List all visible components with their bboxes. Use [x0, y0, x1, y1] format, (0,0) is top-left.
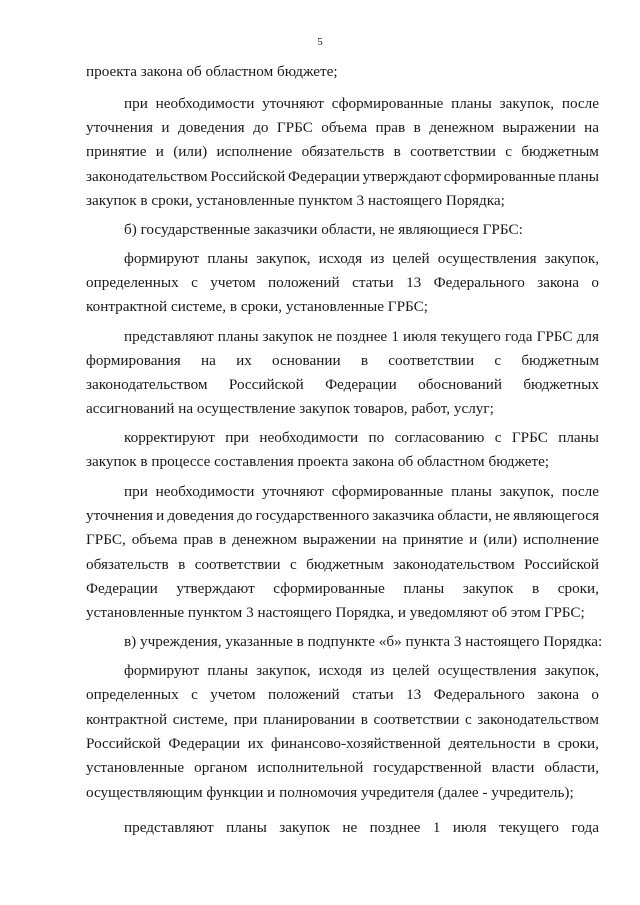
text-line: [86, 531, 599, 549]
word: денежном: [232, 531, 297, 548]
word: положений: [267, 274, 340, 291]
word: не: [317, 328, 333, 345]
word: и: [469, 531, 478, 548]
word: и: [155, 143, 164, 160]
word: планы: [207, 662, 249, 679]
word: при: [233, 711, 258, 728]
word: 1: [391, 328, 399, 345]
word: июля: [403, 328, 437, 345]
word: планы: [217, 328, 259, 345]
word: в: [218, 531, 227, 548]
word: органом: [194, 759, 248, 776]
word: прав: [375, 119, 406, 136]
word: ГРБС: [276, 119, 313, 136]
word: сроки,: [557, 735, 599, 752]
word: системе,: [172, 711, 228, 728]
word: закупок,: [256, 250, 311, 267]
text-line: [86, 352, 599, 370]
word: целей: [392, 250, 430, 267]
word: корректируют: [124, 429, 215, 446]
text-line: [86, 580, 599, 598]
word: сформированные: [331, 95, 444, 112]
text-line: [124, 819, 599, 837]
word: государственной: [373, 759, 482, 776]
word: законодательством: [477, 711, 599, 728]
word: после: [561, 483, 599, 500]
word: соответствии: [388, 352, 475, 369]
word: власти: [491, 759, 535, 776]
word: (или): [173, 143, 208, 160]
word: в: [532, 580, 540, 597]
word: законодательством: [393, 556, 515, 573]
word: при: [124, 483, 148, 500]
text-line: установленные пунктом 3 настоящего Порядка, и уведомляют об этом ГРБС;: [86, 604, 585, 621]
word: ГРБС: [536, 328, 573, 345]
word: текущего: [499, 819, 560, 836]
word: бюджетным: [521, 143, 599, 160]
word: уточняют: [262, 483, 324, 500]
word: до: [237, 507, 253, 524]
word: законодательством: [86, 168, 208, 185]
word: осуществления: [437, 250, 537, 267]
word: с: [494, 352, 502, 369]
word: финансово-хозяйственной: [271, 735, 441, 752]
word: в: [413, 119, 421, 136]
word: после: [561, 95, 599, 112]
word: доведения: [167, 507, 235, 524]
page-number: 5: [317, 36, 323, 48]
word: обязательств: [86, 556, 169, 573]
text-line: ассигнований на осуществление закупок товаров, работ, услуг;: [86, 400, 494, 417]
word: сформированные: [273, 580, 385, 597]
word: бюджетным: [521, 352, 599, 369]
word: контрактной: [86, 711, 168, 728]
word: текущего: [440, 328, 501, 345]
word: в: [360, 352, 368, 369]
word: необходимости: [155, 95, 255, 112]
text-line: [86, 143, 599, 161]
word: Федерации: [288, 168, 360, 185]
word: сроки,: [557, 580, 599, 597]
word: сформированные: [331, 483, 444, 500]
text-line: [86, 556, 599, 574]
word: представляют: [124, 819, 214, 836]
word: статьи: [352, 686, 394, 703]
word: исходя: [318, 662, 363, 679]
word: для: [576, 328, 599, 345]
word: их: [247, 735, 264, 752]
word: установленные: [86, 759, 185, 776]
word: области,: [437, 507, 492, 524]
word: на: [381, 531, 397, 548]
word: на: [584, 119, 599, 136]
word: закона: [537, 686, 580, 703]
word: согласованию: [394, 429, 485, 446]
word: закупок,: [499, 483, 555, 500]
text-line: [86, 735, 599, 753]
word: в: [360, 711, 368, 728]
word: выражении: [302, 531, 377, 548]
word: Российской: [228, 376, 304, 393]
word: не: [495, 507, 510, 524]
word: с: [465, 711, 472, 728]
word: ГРБС: [511, 429, 548, 446]
word: исполнение: [216, 143, 293, 160]
word: Федерального: [433, 274, 525, 291]
word: закупок,: [499, 95, 555, 112]
word: Российской: [524, 556, 599, 573]
word: объема: [131, 531, 178, 548]
word: осуществления: [437, 662, 537, 679]
text-line: [124, 95, 599, 113]
word: определенных: [86, 274, 179, 291]
word: соответствии: [410, 143, 496, 160]
word: и: [161, 119, 170, 136]
word: в: [393, 143, 401, 160]
word: принятие: [402, 531, 464, 548]
text-line: [124, 662, 599, 680]
text-line: в) учреждения, указанные в подпункте «б» пункта 3 настоящего Порядка:: [124, 633, 603, 650]
word: уточнения: [86, 119, 153, 136]
word: необходимости: [155, 483, 255, 500]
word: с: [494, 429, 502, 446]
word: бюджетным: [306, 556, 384, 573]
word: Российской: [86, 735, 161, 752]
word: на: [200, 352, 216, 369]
word: Федерального: [433, 686, 525, 703]
text-line: контрактной системе, в сроки, установленные ГРБС;: [86, 298, 428, 315]
word: о: [591, 274, 599, 291]
word: закупок: [462, 580, 514, 597]
word: и: [156, 507, 165, 524]
word: деятельности: [448, 735, 536, 752]
word: года: [571, 819, 599, 836]
word: закупок: [279, 819, 330, 836]
word: уточняют: [262, 95, 324, 112]
word: сформированные: [443, 168, 556, 185]
word: позднее: [369, 819, 421, 836]
word: планы: [403, 580, 445, 597]
word: Федерации: [325, 376, 397, 393]
word: обоснований: [418, 376, 502, 393]
text-line: [86, 686, 599, 704]
word: формируют: [124, 662, 200, 679]
word: положений: [267, 686, 340, 703]
word: планы: [558, 429, 599, 446]
word: закупок,: [256, 662, 311, 679]
word: целей: [392, 662, 430, 679]
word: с: [505, 143, 512, 160]
word: исполнительной: [257, 759, 364, 776]
word: являющегося: [513, 507, 599, 524]
word: из: [370, 250, 385, 267]
word: закупок,: [544, 250, 599, 267]
text-line: [86, 119, 599, 137]
text-line: [86, 274, 599, 292]
word: выражении: [502, 119, 576, 136]
word: доведения: [178, 119, 245, 136]
word: планировании: [263, 711, 356, 728]
word: года: [504, 328, 533, 345]
word: формируют: [124, 250, 200, 267]
word: в: [178, 556, 186, 573]
text-line: [86, 376, 599, 394]
word: при: [124, 95, 148, 112]
word: соответствии: [194, 556, 281, 573]
word: в: [543, 735, 551, 752]
text-line: закупок в сроки, установленные пунктом 3 настоящего Порядка;: [86, 192, 505, 209]
word: с: [191, 274, 198, 291]
word: по: [368, 429, 385, 446]
word: планы: [451, 483, 492, 500]
word: 13: [406, 274, 422, 291]
word: закупок,: [544, 662, 599, 679]
text-line: [124, 250, 599, 268]
text-line: [124, 328, 599, 346]
text-line: [86, 711, 599, 729]
word: их: [236, 352, 252, 369]
word: заказчика: [372, 507, 435, 524]
word: при: [225, 429, 250, 446]
word: представляют: [124, 328, 214, 345]
word: законодательством: [86, 376, 208, 393]
word: закона: [537, 274, 580, 291]
word: июля: [452, 819, 487, 836]
text-line: [86, 168, 599, 186]
word: ГРБС,: [86, 531, 126, 548]
word: закупок: [262, 328, 314, 345]
word: 13: [406, 686, 422, 703]
word: Федерации: [86, 580, 158, 597]
text-line: [86, 507, 599, 525]
text-line: [124, 429, 599, 447]
word: утверждают: [362, 168, 441, 185]
word: необходимости: [259, 429, 359, 446]
word: государственного: [255, 507, 370, 524]
word: основании: [272, 352, 341, 369]
word: статьи: [352, 274, 394, 291]
word: не: [342, 819, 358, 836]
word: формирования: [86, 352, 181, 369]
word: (или): [483, 531, 518, 548]
text-line: [86, 759, 599, 777]
word: планы: [207, 250, 249, 267]
word: планы: [451, 95, 492, 112]
word: соответствии: [373, 711, 460, 728]
word: утверждают: [176, 580, 255, 597]
word: из: [370, 662, 385, 679]
text-line: осуществляющим функции и полномочия учредителя (далее - учредитель);: [86, 784, 574, 801]
word: Российской: [210, 168, 286, 185]
word: с: [191, 686, 198, 703]
word: с: [289, 556, 297, 573]
word: денежном: [429, 119, 495, 136]
word: области,: [544, 759, 599, 776]
word: учетом: [210, 274, 256, 291]
word: учетом: [210, 686, 256, 703]
text-line: проекта закона об областном бюджете;: [86, 63, 338, 80]
text-line: [124, 483, 599, 501]
word: объема: [321, 119, 368, 136]
word: обязательств: [301, 143, 385, 160]
text-line: закупок в процессе составления проекта закона об областном бюджете;: [86, 453, 550, 470]
word: исполнение: [523, 531, 599, 548]
text-line: б) государственные заказчики области, не являющиеся ГРБС:: [124, 221, 523, 238]
word: принятие: [86, 143, 147, 160]
word: Федерации: [168, 735, 241, 752]
word: прав: [183, 531, 214, 548]
word: исходя: [318, 250, 363, 267]
word: 1: [432, 819, 441, 836]
word: о: [591, 686, 599, 703]
word: позднее: [336, 328, 388, 345]
word: планы: [226, 819, 267, 836]
word: бюджетных: [523, 376, 599, 393]
word: уточнения: [86, 507, 153, 524]
word: планы: [558, 168, 599, 185]
word: до: [253, 119, 269, 136]
word: определенных: [86, 686, 179, 703]
